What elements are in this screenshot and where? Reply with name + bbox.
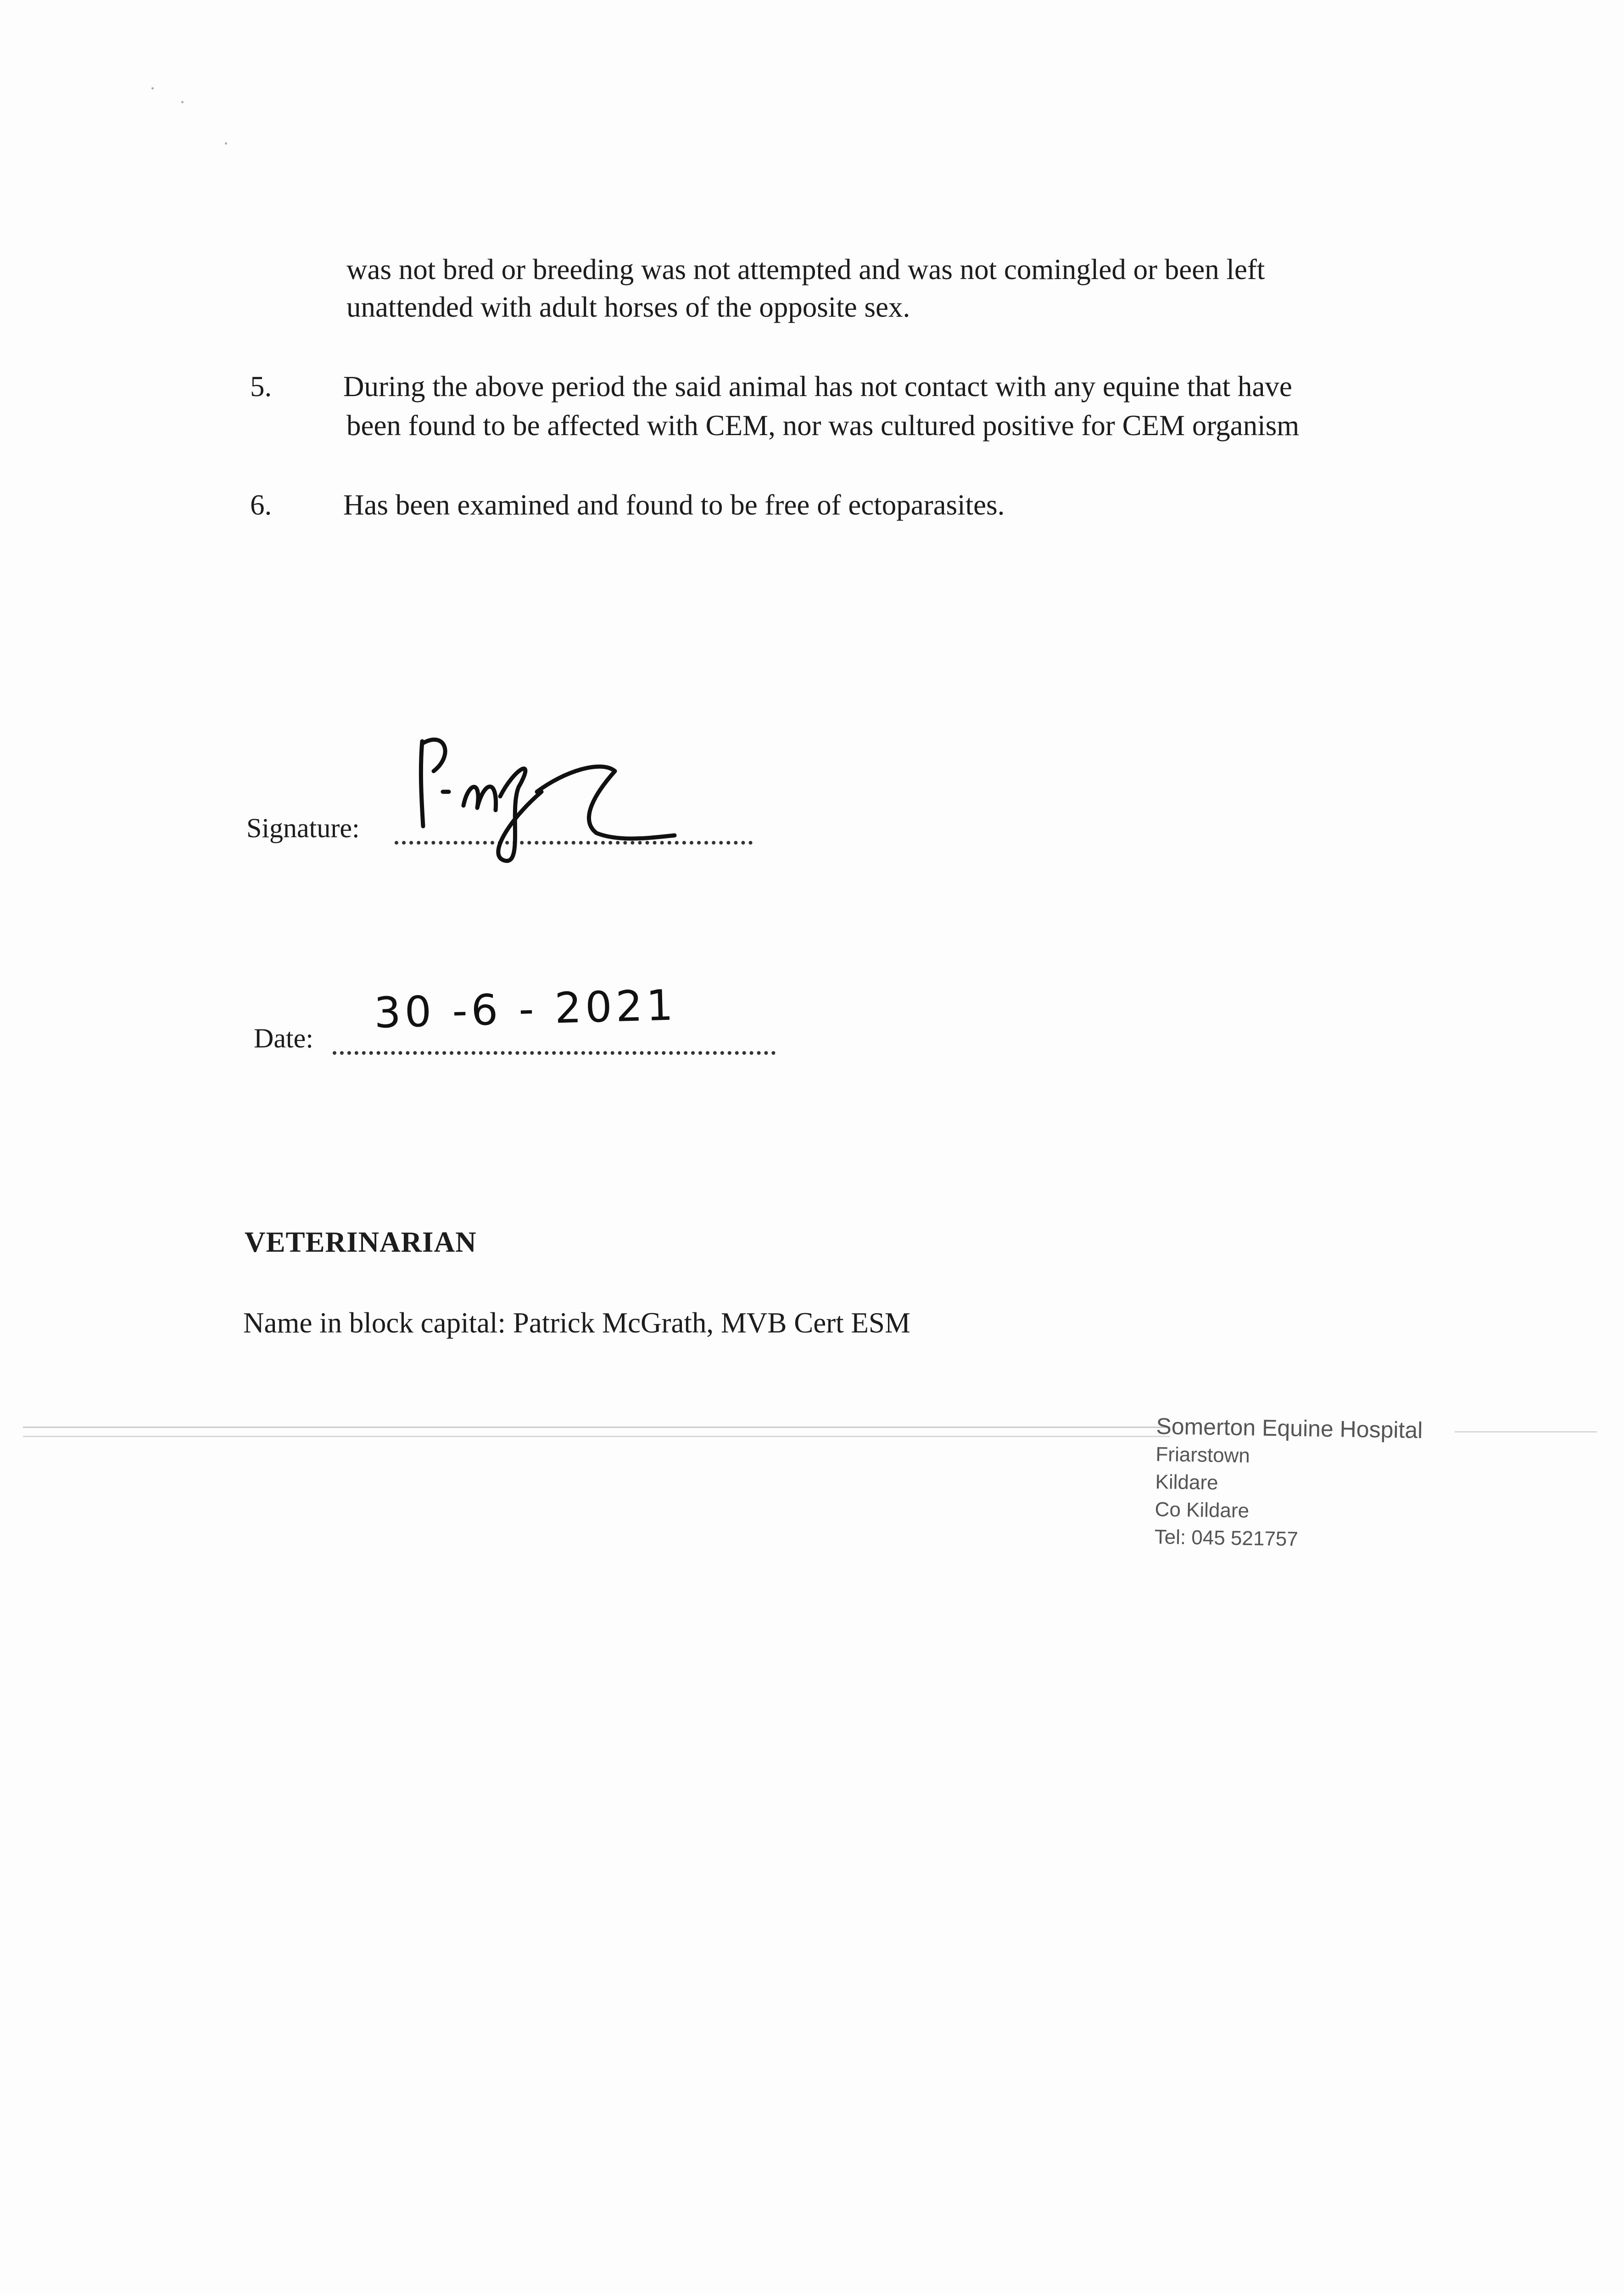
date-handwritten-value: 30 -6 - 2021 xyxy=(373,980,678,1038)
scan-speck xyxy=(151,87,154,90)
item-5-line-1: During the above period the said animal has not contact with any equine that have xyxy=(343,370,1292,403)
veterinarian-heading: VETERINARIAN xyxy=(245,1226,477,1258)
scan-speck xyxy=(181,101,184,103)
footer-rule-top xyxy=(23,1427,1170,1428)
footer-rule-bottom xyxy=(23,1436,1170,1437)
continuation-line-1: was not bred or breeding was not attempted and was not comingled or been left xyxy=(346,253,1265,285)
item-5-number: 5. xyxy=(250,370,272,403)
hospital-address-line-3: Co Kildare xyxy=(1155,1498,1250,1523)
date-label: Date: xyxy=(254,1023,313,1053)
item-6-number: 6. xyxy=(250,489,272,521)
date-dotted-line xyxy=(333,1051,776,1055)
hospital-address-line-1: Friarstown xyxy=(1155,1443,1250,1467)
signature-handwritten xyxy=(404,728,734,879)
scan-speck xyxy=(225,142,227,145)
hospital-telephone: Tel: 045 521757 xyxy=(1154,1525,1299,1551)
hospital-address-line-2: Kildare xyxy=(1155,1470,1218,1495)
footer-rule-right xyxy=(1455,1431,1597,1433)
hospital-stamp xyxy=(1154,1411,1423,1555)
hospital-name: Somerton Equine Hospital xyxy=(1156,1413,1423,1444)
item-6-line-1: Has been examined and found to be free of ectoparasites. xyxy=(343,489,1005,521)
item-5-line-2: been found to be affected with CEM, nor was cultured positive for CEM organism xyxy=(346,409,1300,442)
veterinarian-name-line: Name in block capital: Patrick McGrath, MVB Cert ESM xyxy=(243,1307,910,1339)
continuation-line-2: unattended with adult horses of the opposite sex. xyxy=(346,291,910,323)
signature-label: Signature: xyxy=(246,813,360,843)
